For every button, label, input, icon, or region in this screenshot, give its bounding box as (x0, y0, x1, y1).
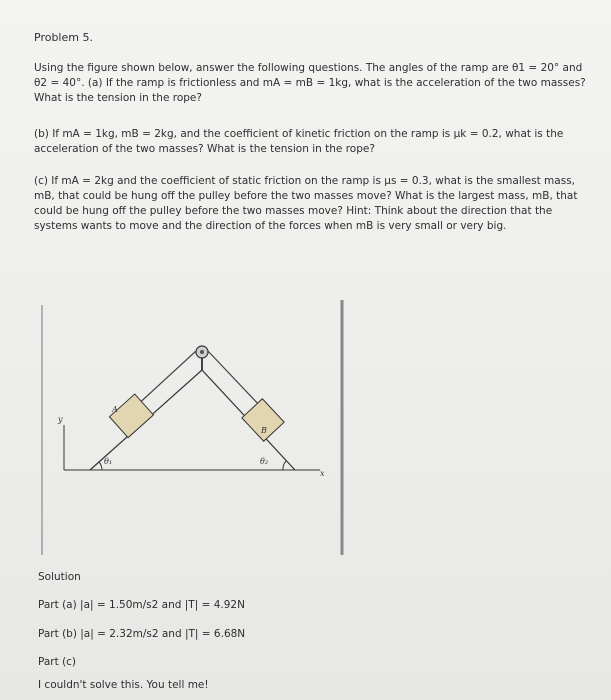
theta2-arc (283, 461, 286, 470)
theta1-arc (99, 462, 102, 470)
rope-right (208, 351, 261, 407)
solution-part-a: Part (a) |a| = 1.50m/s2 and |T| = 4.92N (38, 599, 245, 611)
problem-paragraph-3: (c) If mA = 2kg and the coefficient of static friction on the ramp is μs = 0.3, what is the smallest mass, mB, that could be hung off the pulley before the two masses move? What is the largest mass, mB, that could be hung off the pulley before the two masses move? Hint: Think about the direction that the systems wants to move and the direction of the forces when mB is very small or very big. (34, 175, 578, 232)
theta2-label: θ₂ (260, 457, 269, 466)
problem-paragraph-1: Using the figure shown below, answer the following questions. The angles of the ramp are θ1 = 20° and θ2 = 40°. (a) If the ramp is frictionless and mA = mB = 1kg, what is the acceleration of the two masses? What is the tension in the rope? (34, 62, 586, 104)
rope-left (134, 351, 196, 408)
block-b-label: B (261, 426, 267, 435)
block-a-label: A (112, 405, 118, 414)
solution-part-b: Part (b) |a| = 2.32m/s2 and |T| = 6.68N (38, 628, 246, 640)
block-a (109, 394, 153, 438)
x-axis-label: x (320, 469, 325, 478)
theta1-label: θ₁ (104, 457, 113, 466)
solution-part-c: Part (c) (38, 656, 77, 668)
problem-paragraph-2: (b) If mA = 1kg, mB = 2kg, and the coefficient of kinetic friction on the ramp is μk = 0.2, what is the acceleration of the two masses? What is the tension in the rope? (34, 128, 564, 155)
y-axis-label: y (58, 415, 63, 424)
pulley-axle (200, 350, 204, 354)
solution-note: I couldn't solve this. You tell me! (38, 679, 209, 691)
ramp-figure (40, 300, 360, 560)
problem-title: Problem 5. (34, 31, 93, 44)
solution-heading: Solution (38, 571, 81, 583)
